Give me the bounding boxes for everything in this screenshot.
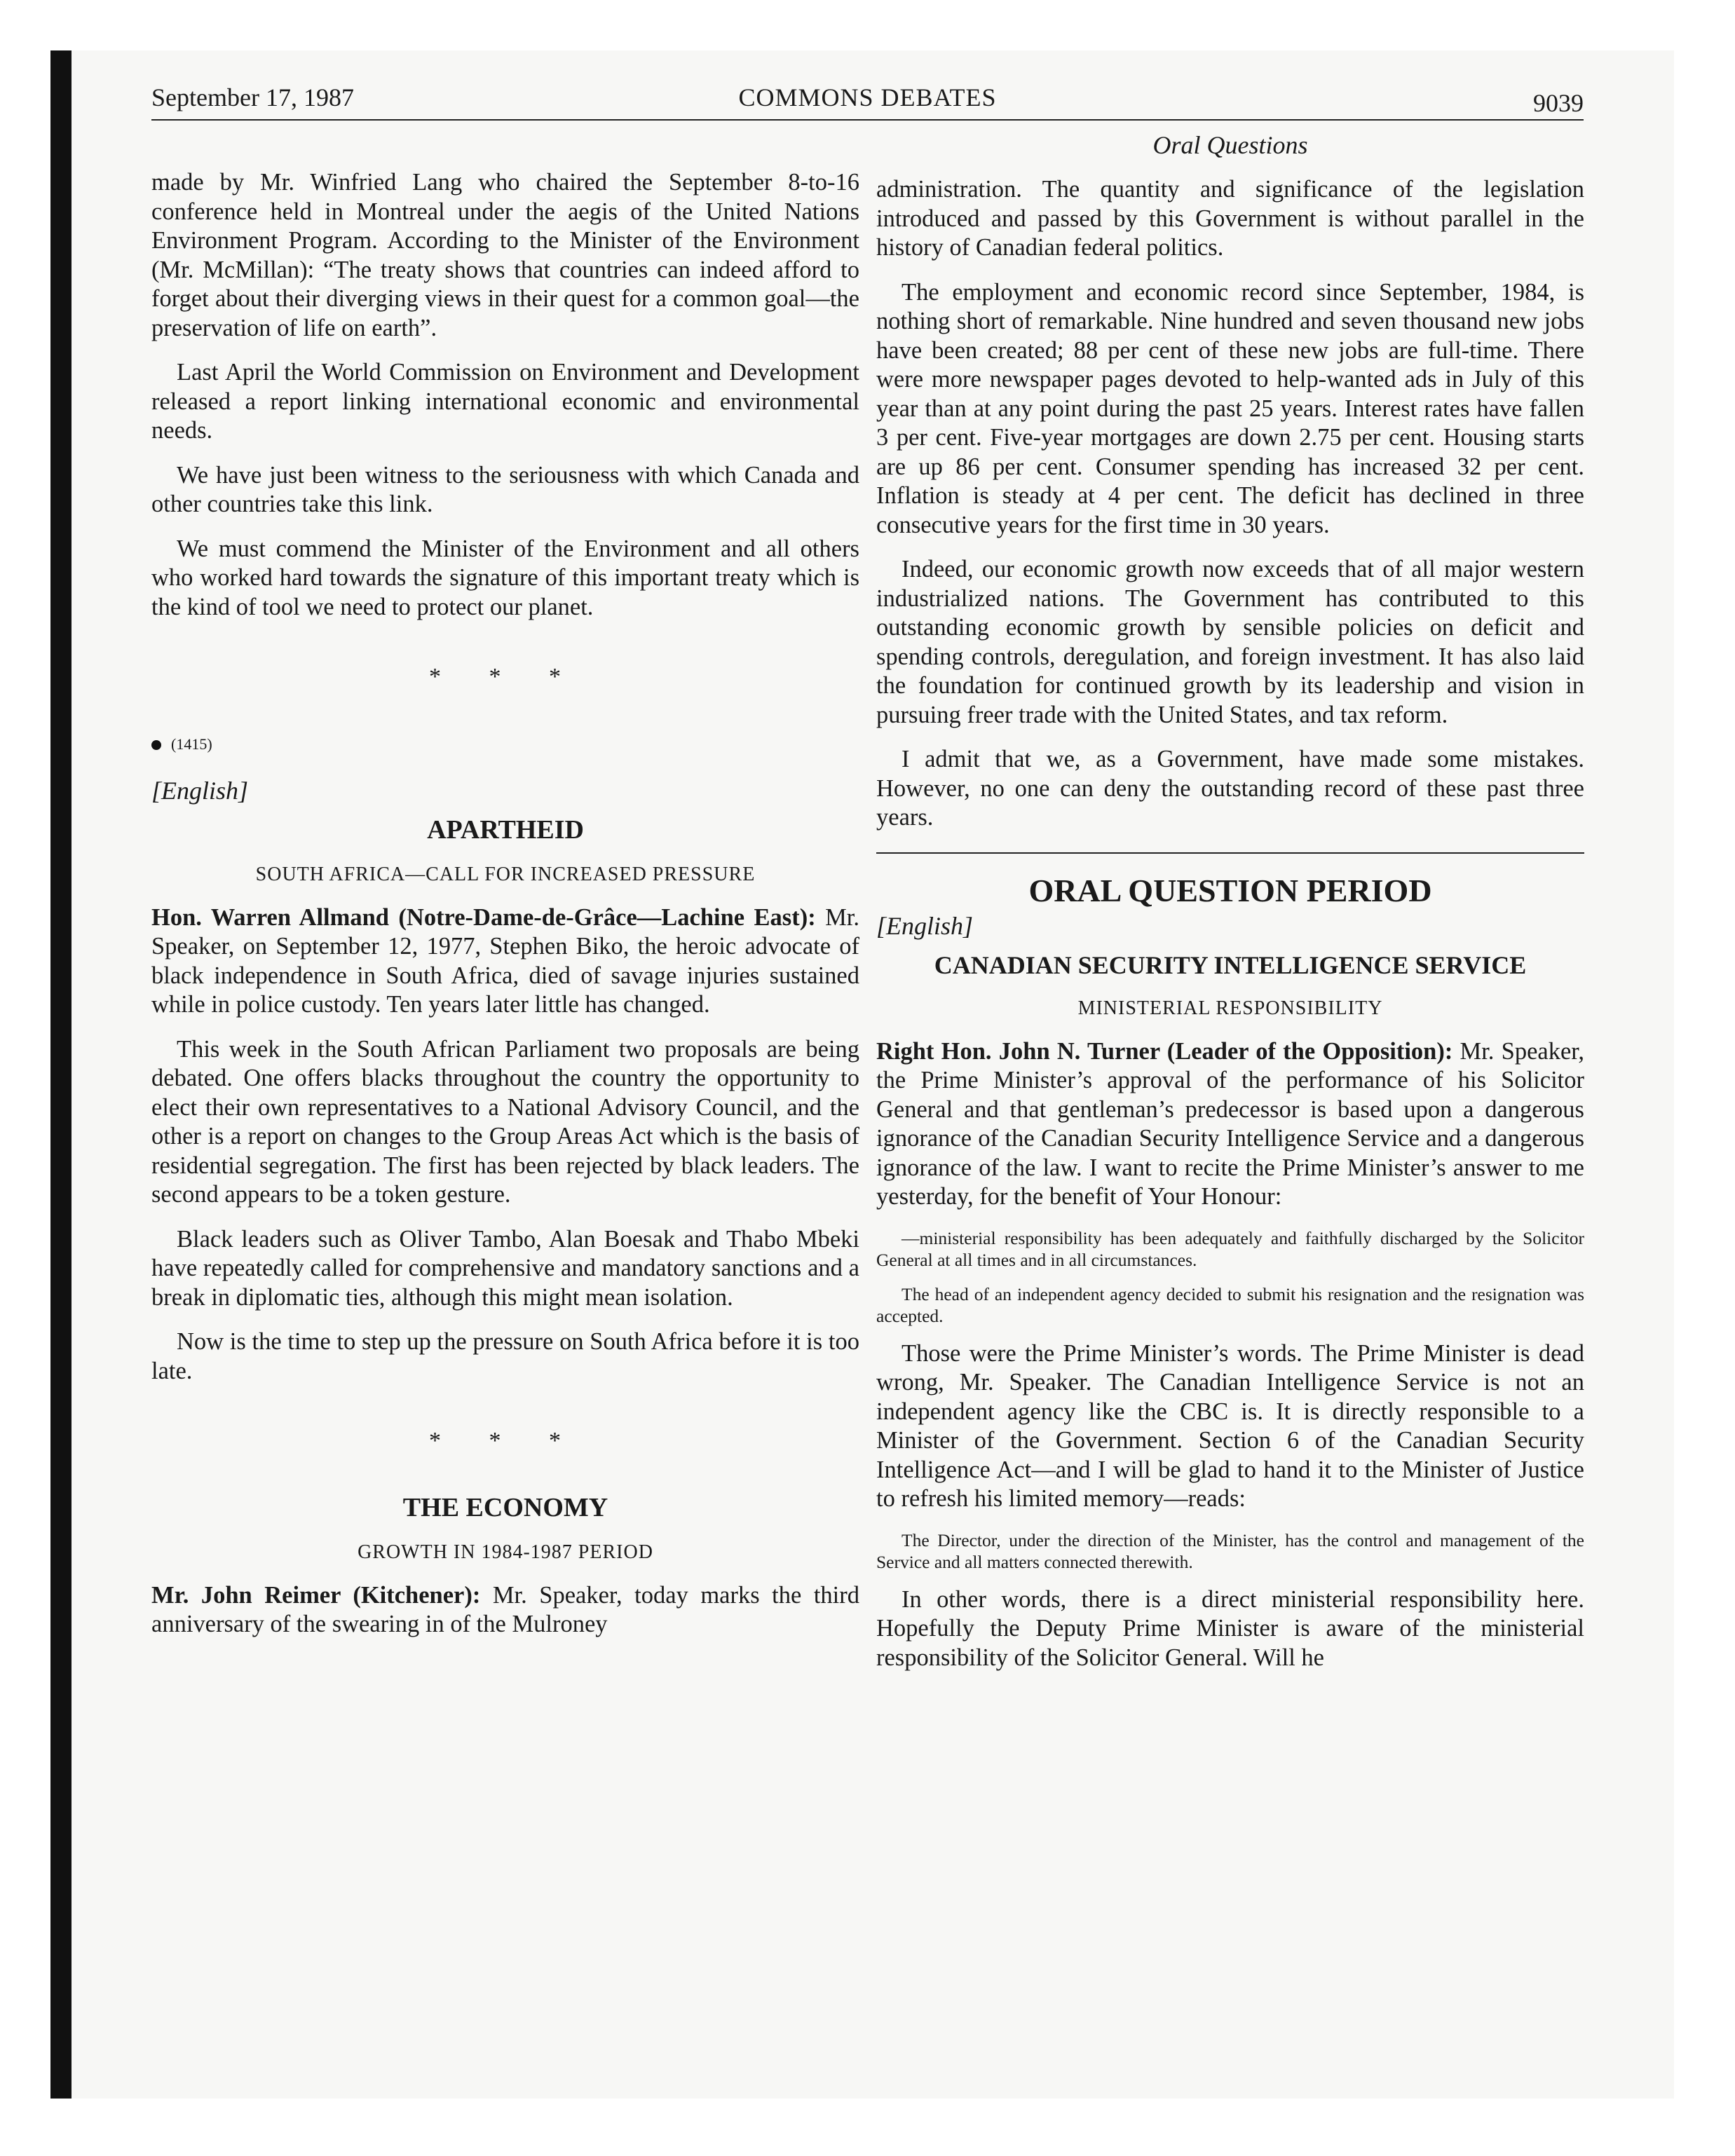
block-quote: The Director, under the direction of the Minister, has the control and management of the Service and all matters connected therewith. [876, 1529, 1584, 1572]
scan-edge-bar [50, 50, 72, 2099]
paragraph: In other words, there is a direct ministerial responsibility here. Hopefully the Deputy Prime Minister is aware of the ministerial responsibility of the Solicitor General. Will he [876, 1585, 1584, 1671]
paragraph: Last April the World Commission on Environment and Development released a report linking international economic and environmental needs. [151, 359, 859, 444]
speech-text: Mr. Speaker, on September 12, 1977, Stephen Biko, the heroic advocate of black independence in South Africa, died of savage injuries sustained while in police custody. Ten years later little has changed. [151, 903, 859, 1018]
paragraph: administration. The quantity and significance of the legislation introduced and passed by this Government is without parallel in the history of Canadian federal politics. [876, 176, 1584, 261]
speech-text: Mr. Speaker, the Prime Minister’s approval of the performance of his Solicitor General and that gentleman’s predecessor is based upon a dangerous ignorance of the Canadian Security Intelligence Service and a dangerous ignorance of the law. I want to recite the Prime Minister’s answer to me yesterday, for the benefit of Your Honour: [876, 1037, 1585, 1210]
paragraph: We must commend the Minister of the Environment and all others who worked hard towards the signature of this important treaty which is the kind of tool we need to protect our planet. [151, 535, 859, 620]
paragraph: Indeed, our economic growth now exceeds that of all major western industrialized nations. The Government has contributed to this outstanding economic growth by sensible policies on deficit and spending controls, deregulation, and foreign investment. It has also laid the foundation for continued growth by its leadership and vision in pursuing freer trade with the United States, and tax reform. [876, 556, 1584, 728]
speech-paragraph [876, 1037, 1584, 1212]
paragraph: Those were the Prime Minister’s words. The Prime Minister is dead wrong, Mr. Speaker. The Canadian Intelligence Service is not an independent agency like the CBC is. It is directly responsible to a Minister of the Government. Section 6 of the Canadian Security Intelligence Act—and I will be glad to hand it to the Minister of Justice to refresh his limited memory—reads: [876, 1339, 1584, 1512]
paragraph: The employment and economic record since September, 1984, is nothing short of remarkable. Nine hundred and seven thousand new jobs have been created; 88 per cent of these new jobs are full-time. There were more newspaper pages devoted to help-wanted ads in July of this year than at any point during the past 25 years. Interest rates have fallen 3 per cent. Five-year mortgages are down 2.75 per cent. Housing starts are up 86 per cent. Consumer spending has increased 32 per cent. Inflation is steady at 4 per cent. The deficit has declined in three consecutive years for the first time in 30 years. [876, 278, 1584, 538]
section-subheading: MINISTERIAL RESPONSIBILITY [1077, 997, 1383, 1019]
paragraph: made by Mr. Winfried Lang who chaired the September 8-to-16 conference held in Montreal under the aegis of the United Nations Environment Program. According to the Minister of the Environment (Mr. McMillan): “The treaty shows that countries can indeed afford to forget about their diverging views in their quest for a common goal—the preservation of life on earth”. [151, 169, 859, 341]
paragraph: Black leaders such as Oliver Tambo, Alan Boesak and Thabo Mbeki have repeatedly called for comprehensive and mandatory sanctions and a break in diplomatic ties, although this might mean isolation. [151, 1225, 859, 1311]
speech-text: Mr. Speaker, today marks the third anniversary of the swearing in of the Mulroney [151, 1581, 860, 1637]
section-heading: THE ECONOMY [402, 1492, 608, 1522]
running-head: Oral Questions [1152, 131, 1308, 159]
paragraph: We have just been witness to the seriousness with which Canada and other countries take this link. [151, 461, 859, 517]
language-tag: [English] [876, 912, 974, 940]
language-tag: [English] [151, 777, 249, 805]
time-marker [151, 730, 859, 759]
left-column [151, 168, 859, 1655]
speaker-name: Mr. John Reimer (Kitchener): [151, 1581, 481, 1609]
speech-paragraph [151, 903, 859, 1020]
header-rule [151, 119, 1584, 121]
right-column [876, 175, 1584, 1688]
header-title: COMMONS DEBATES [738, 83, 997, 111]
section-heading: APARTHEID [427, 814, 584, 845]
time-marker-label: (1415) [171, 735, 212, 753]
speaker-name: Hon. Warren Allmand (Notre-Dame-de-Grâce—Lachine East): [151, 903, 816, 931]
block-quote: The head of an independent agency decided to submit his resignation and the resignation was accepted. [876, 1283, 1584, 1326]
paragraph: Now is the time to step up the pressure on South Africa before it is too late. [151, 1328, 859, 1384]
speech-paragraph [151, 1581, 859, 1639]
page-number: 9039 [1533, 89, 1584, 117]
section-rule [876, 852, 1584, 854]
section-separator: * * * [429, 1428, 582, 1454]
speaker-name: Right Hon. John N. Turner (Leader of the Opposition): [876, 1037, 1453, 1065]
section-subheading: GROWTH IN 1984-1987 PERIOD [358, 1541, 653, 1563]
section-heading: CANADIAN SECURITY INTELLIGENCE SERVICE [934, 950, 1527, 979]
paragraph: I admit that we, as a Government, have made some mistakes. However, no one can deny the outstanding record of these past three years. [876, 746, 1584, 831]
page-header [151, 83, 1584, 118]
section-heading: ORAL QUESTION PERIOD [1028, 872, 1432, 908]
section-subheading: SOUTH AFRICA—CALL FOR INCREASED PRESSURE [255, 864, 756, 885]
section-separator: * * * [429, 664, 582, 690]
paragraph: This week in the South African Parliament two proposals are being debated. One offers blacks throughout the country the opportunity to elect their own representatives to a National Advisory Council, and the other is a report on changes to the Group Areas Act which is the basis of residential segregation. The first has been rejected by black leaders. The second appears to be a token gesture. [151, 1035, 859, 1208]
bullet-icon [151, 740, 161, 750]
header-date: September 17, 1987 [151, 83, 354, 111]
block-quote: —ministerial responsibility has been adequately and faithfully discharged by the Solicitor General at all times and in all circumstances. [876, 1227, 1584, 1270]
